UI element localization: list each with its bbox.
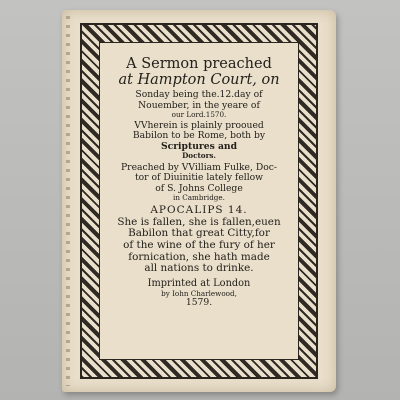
imprint-line-2: by Iohn Charlewood, bbox=[161, 288, 237, 298]
scripture-reference: APOCALIPS 14. bbox=[150, 204, 248, 217]
quote-line-5: all nations to drinke. bbox=[144, 262, 254, 275]
title-page bbox=[62, 10, 336, 392]
subject-line-2: Babilon to be Rome, both by bbox=[132, 130, 266, 142]
title-line-2: at Hampton Court, on bbox=[118, 72, 280, 89]
author-line-3: of S. Johns College bbox=[155, 182, 243, 194]
date-line-3: our Lord.1570. bbox=[171, 110, 227, 120]
quote-line-1: She is fallen, she is fallen,euen bbox=[117, 215, 281, 228]
quote-line-2: Babilon that great Citty,for bbox=[128, 227, 270, 240]
subject-line-1: VVherein is plainly prooued bbox=[134, 120, 264, 132]
date-line-2: Nouember, in the yeare of bbox=[138, 99, 260, 111]
date-line-1: Sonday being the.12.day of bbox=[135, 89, 263, 101]
quote-line-4: fornication, she hath made bbox=[128, 250, 270, 263]
author-line-4: in Cambridge. bbox=[173, 192, 225, 202]
author-line-1: Preached by VVilliam Fulke, Doc- bbox=[121, 162, 277, 174]
author-line-2: tor of Diuinitie lately fellow bbox=[134, 172, 264, 184]
imprint-year: 1579. bbox=[185, 297, 213, 309]
subject-line-4: Doctors. bbox=[182, 151, 216, 161]
binding-stitch-holes bbox=[66, 16, 70, 386]
title-line-1: A Sermon preached bbox=[126, 56, 272, 72]
title-page-text bbox=[102, 46, 296, 356]
quote-line-3: of the wine of the fury of her bbox=[123, 239, 275, 252]
subject-line-3: Scriptures and bbox=[160, 140, 238, 152]
imprint-line-1: Imprinted at London bbox=[147, 277, 251, 289]
